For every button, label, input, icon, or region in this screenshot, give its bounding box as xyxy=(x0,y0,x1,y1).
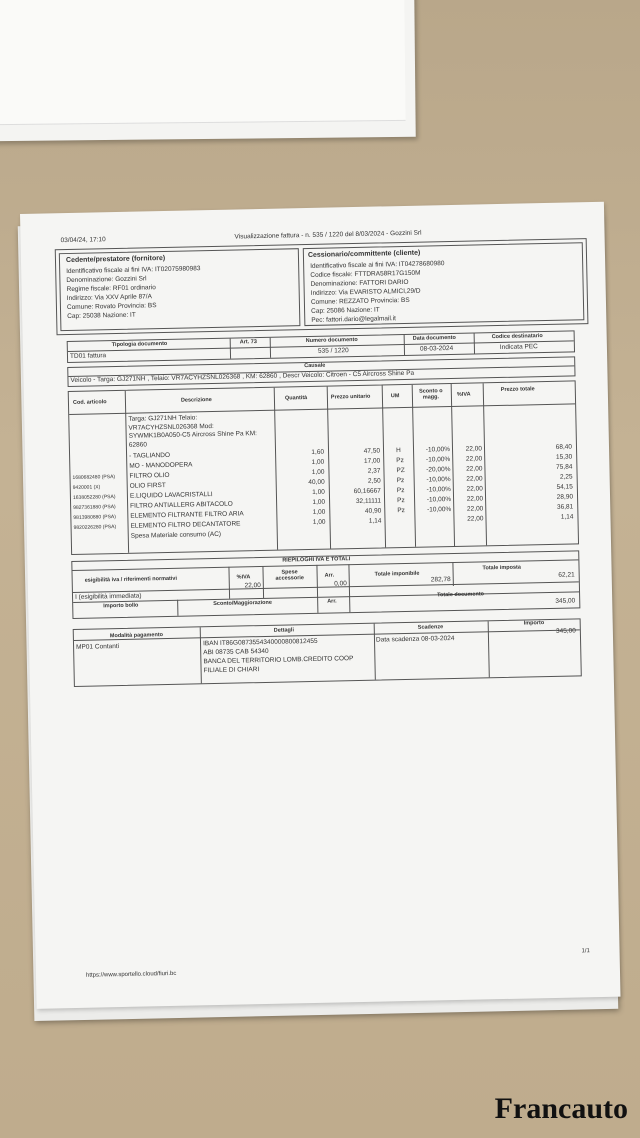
row-total: 1,14 xyxy=(560,513,574,521)
row-desc: Spesa Materiale consumo (AC) xyxy=(130,530,222,540)
row-qty: 1,00 xyxy=(312,498,326,506)
row-desc: FILTRO ANTIALLERG ABITACOLO xyxy=(130,500,233,510)
row-qty: 1,00 xyxy=(311,468,325,476)
cessionario-heading: Cessionario/committente (cliente) xyxy=(307,249,421,259)
row-qty: 1,00 xyxy=(312,508,326,516)
cessionario-line: Cap: 25086 Nazione: IT xyxy=(311,306,380,315)
intro-line: VR7ACYHZSNL026368 Mod: xyxy=(128,422,214,432)
payment-details-header: Dettagli xyxy=(273,627,295,634)
doc-number-value: 535 / 1220 xyxy=(317,347,349,355)
causale-heading: Causale xyxy=(304,362,326,370)
vat-row-arr: 0,00 xyxy=(334,580,347,588)
cedente-line: Indirizzo: Via XXV Aprile 87/A xyxy=(66,293,152,303)
cedente-box xyxy=(59,248,301,331)
row-desc: - TAGLIANDO xyxy=(129,451,171,460)
stamp-duty-header: Importo bollo xyxy=(103,602,139,610)
cedente-heading: Cedente/prestatore (fornitore) xyxy=(65,254,166,265)
row-um: Pz xyxy=(397,497,405,505)
row-desc: FILTRO OLIO xyxy=(129,471,170,480)
cessionario-details xyxy=(310,259,446,325)
row-code: 1680682480 (PSA) xyxy=(72,474,116,481)
row-code: 9420001 (X) xyxy=(72,484,101,491)
col-um-header: UM xyxy=(390,393,400,400)
row-discount: -10,00% xyxy=(425,456,451,464)
recipient-code-header: Codice destinatario xyxy=(491,333,543,341)
doc-date-value: 08-03-2024 xyxy=(419,344,454,353)
vat-row-imposta: 62,21 xyxy=(558,571,575,579)
col-discount-header: Sconto o magg. xyxy=(418,388,443,401)
rounding-header: Arr. xyxy=(327,598,337,605)
payment-mode-value: MP01 Contanti xyxy=(76,643,120,651)
row-vat: 22,00 xyxy=(466,485,483,493)
payment-due-value: Data scadenza 08-03-2024 xyxy=(375,634,455,644)
doc-date-header: Data documento xyxy=(412,334,456,342)
row-discount: -10,00% xyxy=(426,486,451,494)
recipient-code-value: Indicata PEC xyxy=(499,343,538,351)
doc-type-header: Tipologia documento xyxy=(111,340,168,349)
row-desc: ELEMENTO FILTRANTE FILTRO ARIA xyxy=(130,510,244,520)
vat-row-rate: 22,00 xyxy=(244,582,261,590)
payment-amount-value: 345,00 xyxy=(555,627,576,635)
row-price: 1,14 xyxy=(368,517,382,525)
payment-detail-line: IBAN IT86G0873554340000800812455 xyxy=(202,637,318,648)
footer-url: https://www.sportello.cloud/fiuri.bc xyxy=(85,970,177,979)
row-code: 1638052280 (PSA) xyxy=(72,494,116,501)
row-price: 32,11111 xyxy=(355,497,382,506)
causale-text: Veicolo - Targa: GJ271NH , Telaio: VR7ACYHZSNL026368 , KM: 62860 , Descr Veicolo: Citroen - C5 Aircross Shine Pa xyxy=(70,369,415,384)
row-price: 2,37 xyxy=(367,467,381,475)
cedente-line: Regime fiscale: RF01 ordinario xyxy=(66,284,156,294)
vat-header-arr: Arr. xyxy=(324,572,335,579)
payment-detail-line: FILIALE DI CHIARI xyxy=(203,666,260,675)
intro-line: Targa: GJ271NH Telaio: xyxy=(128,414,198,423)
page-number: 1/1 xyxy=(581,948,590,955)
row-total: 36,81 xyxy=(556,503,574,511)
payment-amount-header: Importo xyxy=(523,620,545,627)
col-quantity-header: Quantità xyxy=(284,395,308,402)
items-table xyxy=(68,380,579,555)
row-qty: 1,60 xyxy=(311,448,325,456)
row-vat: 22,00 xyxy=(466,465,483,473)
row-um: PZ xyxy=(396,466,405,475)
row-discount: -20,00% xyxy=(426,466,451,474)
cessionario-line: Codice fiscale: FTTDRA58R17G150M xyxy=(310,269,421,279)
payment-detail-line: ABI 08735 CAB 54340 xyxy=(203,647,269,657)
col-vat-header: %IVA xyxy=(456,391,471,398)
row-um: Pz xyxy=(396,477,405,485)
invoice-title: Visualizzazione fattura - n. 535 / 1220 del 8/03/2024 - Gozzini Srl xyxy=(234,229,422,241)
row-total: 15,30 xyxy=(555,453,573,461)
row-discount: -10,00% xyxy=(426,506,452,514)
row-discount: -10,00% xyxy=(426,476,451,484)
row-price: 47,50 xyxy=(363,447,381,455)
col-unit-price-header: Prezzo unitario xyxy=(330,393,371,401)
row-vat: 22,00 xyxy=(466,475,483,483)
row-price: 17,00 xyxy=(363,457,381,465)
row-total: 28,90 xyxy=(556,493,574,501)
intro-line: 62860 xyxy=(128,440,148,449)
row-qty: 1,00 xyxy=(312,518,326,526)
total-document-header: Totale documento xyxy=(437,591,485,599)
row-vat: 22,00 xyxy=(466,505,484,513)
row-total: 75,84 xyxy=(556,463,573,471)
vat-row-esigibilita: I (esigibilità immediata) xyxy=(74,592,142,601)
payment-table xyxy=(73,618,582,687)
background-paper-sheet xyxy=(0,0,416,141)
row-price: 40,90 xyxy=(364,507,382,515)
vat-header-esigibilita: esigibilità iva / riferimenti normativi xyxy=(84,575,178,584)
row-um: Pz xyxy=(396,457,404,465)
row-discount xyxy=(415,515,451,516)
payment-due-header: Scadenze xyxy=(417,624,444,631)
payment-detail-line: BANCA DEL TERRITORIO LOMB.CREDITO COOP xyxy=(203,655,354,666)
row-discount: -10,00% xyxy=(426,496,452,504)
row-um: H xyxy=(395,447,401,455)
row-total: 2,25 xyxy=(559,473,573,481)
cedente-line: Identificativo fiscale ai fini IVA: IT02075980983 xyxy=(66,265,201,276)
row-total: 54,15 xyxy=(556,483,573,491)
row-qty: 1,00 xyxy=(312,488,325,496)
paper-edge xyxy=(0,0,406,125)
discount-header: Sconto/Maggiorazione xyxy=(213,599,272,608)
cessionario-line: Pec: fattori.dario@legalmail.it xyxy=(311,315,396,324)
vat-summary-table xyxy=(71,550,580,619)
row-um: Pz xyxy=(396,487,405,495)
total-document-value: 345,00 xyxy=(555,597,576,605)
row-um: Pz xyxy=(397,507,405,515)
print-datetime: 03/04/24, 17:10 xyxy=(60,236,106,245)
doc-number-header: Numero documento xyxy=(305,336,358,345)
cessionario-line: Comune: REZZATO Provincia: BS xyxy=(310,296,410,306)
row-price: 2,50 xyxy=(367,477,381,485)
row-desc: E.LIQUIDO LAVACRISTALLI xyxy=(129,491,213,500)
vat-summary-heading: RIEPILOGHI IVA E TOTALI xyxy=(282,556,351,564)
vat-header-imponibile: Totale imponibile xyxy=(374,570,420,578)
row-desc: MO - MANODOPERA xyxy=(129,461,193,470)
cedente-line: Comune: Rovato Provincia: BS xyxy=(66,302,157,312)
col-total-header: Prezzo totale xyxy=(500,386,535,393)
vat-row-imponibile: 282,78 xyxy=(430,576,451,584)
row-code: 9827361880 (PSA) xyxy=(73,504,116,511)
invoice-document xyxy=(20,202,621,1009)
cessionario-line: Denominazione: FATTORI DARIO xyxy=(310,278,409,288)
vat-header-spese: Spese accessorie xyxy=(275,569,304,582)
row-vat: 22,00 xyxy=(467,515,484,523)
col-code-header: Cod. articolo xyxy=(72,399,107,406)
row-desc: ELEMENTO FILTRO DECANTATORE xyxy=(130,520,241,530)
vat-header-rate: %IVA xyxy=(236,574,251,581)
row-qty: 1,00 xyxy=(311,458,325,466)
row-code: 9820226280 (PSA) xyxy=(73,524,117,531)
cessionario-box xyxy=(303,242,585,326)
row-vat: 22,00 xyxy=(466,495,484,503)
watermark-logo: Francauto xyxy=(494,1092,628,1125)
cessionario-line: Indirizzo: Via EVARISTO ALMICI,29/D xyxy=(310,287,421,297)
row-total: 68,40 xyxy=(555,443,573,451)
row-discount: -10,00% xyxy=(425,446,451,454)
row-qty: 40,00 xyxy=(308,478,325,487)
art73-header: Art. 73 xyxy=(239,339,257,346)
cessionario-line: Identificativo fiscale ai fini IVA: IT04278680980 xyxy=(310,260,445,270)
vat-header-imposta: Totale imposta xyxy=(482,564,521,572)
payment-mode-header: Modalità pagamento xyxy=(109,632,164,640)
doc-type-value: TD01 fattura xyxy=(69,352,107,360)
cedente-line: Cap: 25038 Nazione: IT xyxy=(67,311,136,321)
vehicle-intro xyxy=(128,413,257,450)
row-vat: 22,00 xyxy=(465,455,483,463)
row-price: 60,16667 xyxy=(353,487,381,496)
cedente-line: Denominazione: Gozzini Srl xyxy=(66,275,147,285)
row-vat: 22,00 xyxy=(465,445,483,453)
cedente-details xyxy=(66,264,201,321)
row-code: 9813980880 (PSA) xyxy=(73,514,116,521)
col-description-header: Descrizione xyxy=(180,397,212,404)
payment-details xyxy=(203,636,354,675)
row-desc: OLIO FIRST xyxy=(129,482,166,490)
item-rows xyxy=(70,442,578,543)
intro-line: SYWMK1B0A050-C5 Aircross Shine Pa KM: xyxy=(128,430,257,440)
